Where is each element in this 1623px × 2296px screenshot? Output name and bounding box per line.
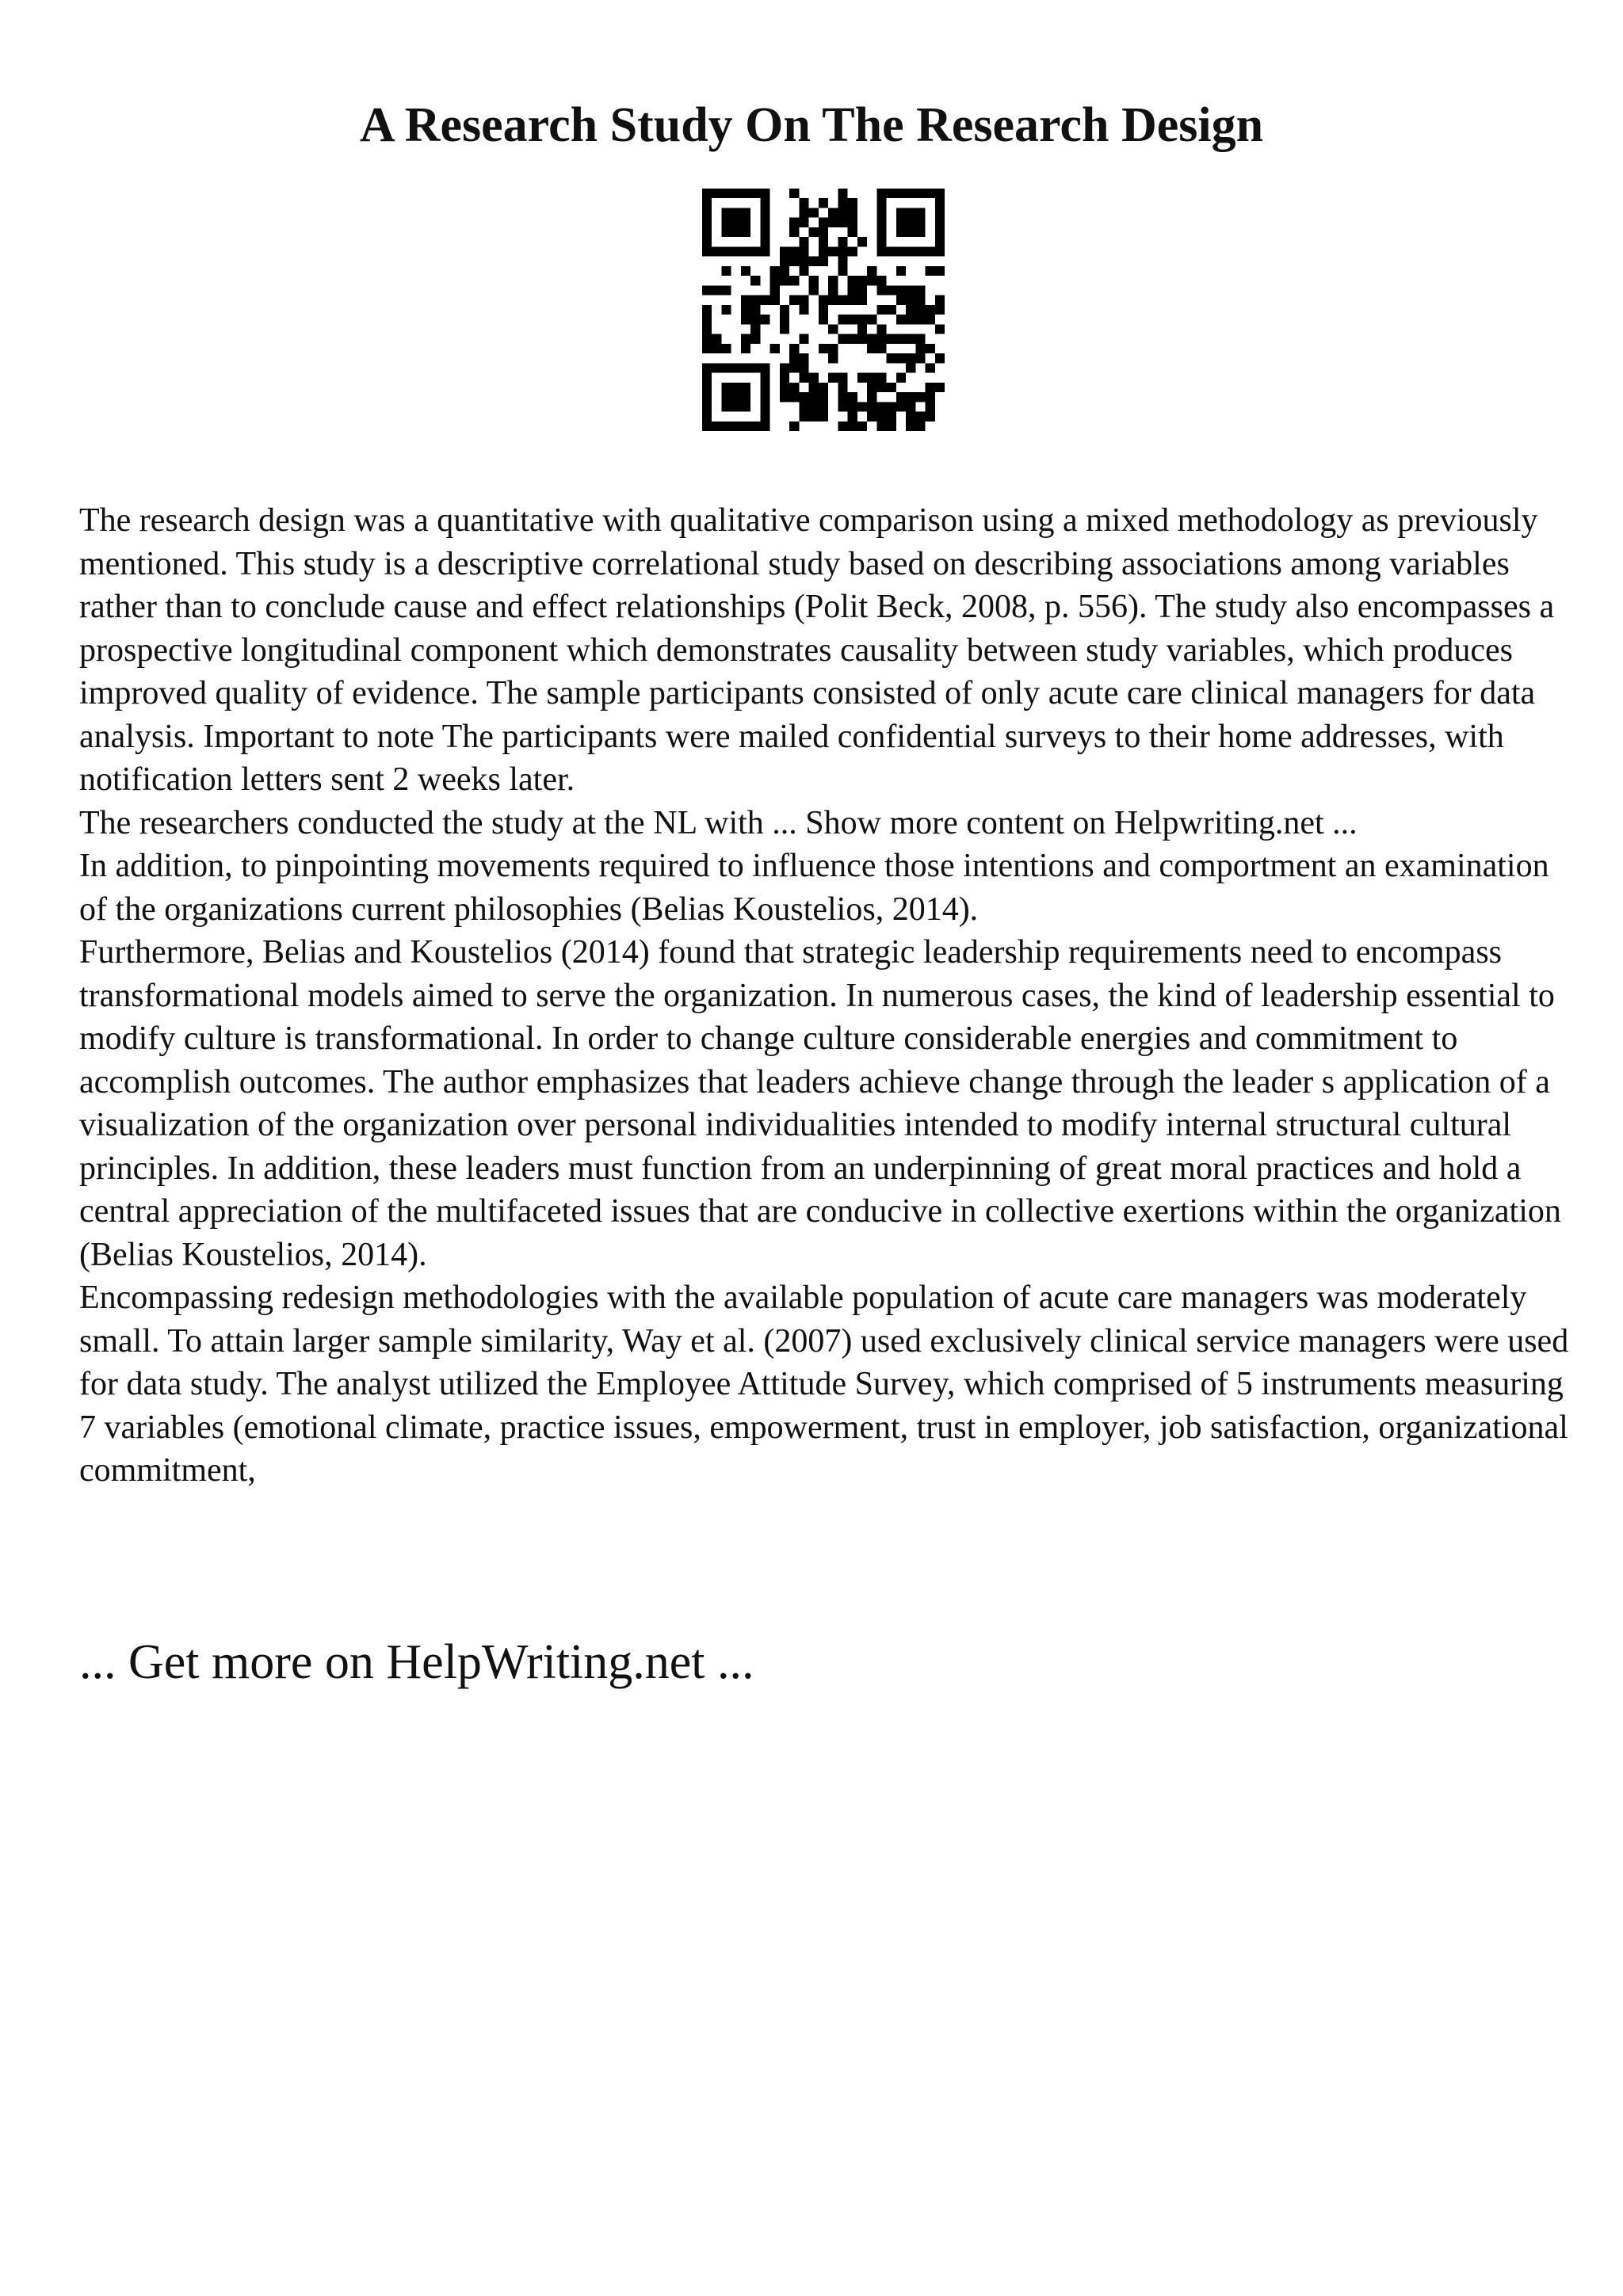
qr-code-icon: [702, 189, 945, 431]
paragraph: Encompassing redesign methodologies with the available population of acute care managers was moderately small. To attain larger sample similarity, Way et al. (2007) used exclusively clinical service managers were used for data study. The analyst utilized the Employee Attitude Survey, which comprised of 5 instruments measuring 7 variables (emotional climate, practice issues, empowerment, trust in employer, job satisfaction, organizational commitment,: [79, 1280, 1569, 1489]
paragraph: Furthermore, Belias and Koustelios (2014) found that strategic leadership requirements need to encompass transformational models aimed to serve the organization. In numerous cases, the kind of leadership essential to modify culture is transformational. In order to change culture considerable energies and commitment to accomplish outcomes. The author emphasizes that leaders achieve change through the leader s application of a visualization of the organization over personal individualities intended to modify internal structural cultural principles. In addition, these leaders must function from an underpinning of great moral practices and hold a central appreciation of the multifaceted issues that are conducive in collective exertions within the organization (Belias Koustelios, 2014).: [79, 934, 1561, 1273]
show-more-link[interactable]: The researchers conducted the study at the NL with ... Show more content on Helpwriting.net ...: [79, 804, 1358, 841]
article-body: [79, 499, 1569, 1493]
page-title: A Research Study On The Research Design: [359, 98, 1264, 152]
get-more-link[interactable]: ... Get more on HelpWriting.net ...: [79, 1635, 754, 1689]
paragraph: The research design was a quantitative with qualitative comparison using a mixed methodology as previously mentioned. This study is a descriptive correlational study based on describing associations among variables rather than to conclude cause and effect relationships (Polit Beck, 2008, p. 556). The study also encompasses a prospective longitudinal component which demonstrates causality between study variables, which produces improved quality of evidence. The sample participants consisted of only acute care clinical managers for data analysis. Important to note The participants were mailed confidential surveys to their home addresses, with notification letters sent 2 weeks later.: [79, 502, 1555, 798]
paragraph: In addition, to pinpointing movements required to influence those intentions and comportment an examination of the organizations current philosophies (Belias Koustelios, 2014).: [79, 848, 1549, 928]
